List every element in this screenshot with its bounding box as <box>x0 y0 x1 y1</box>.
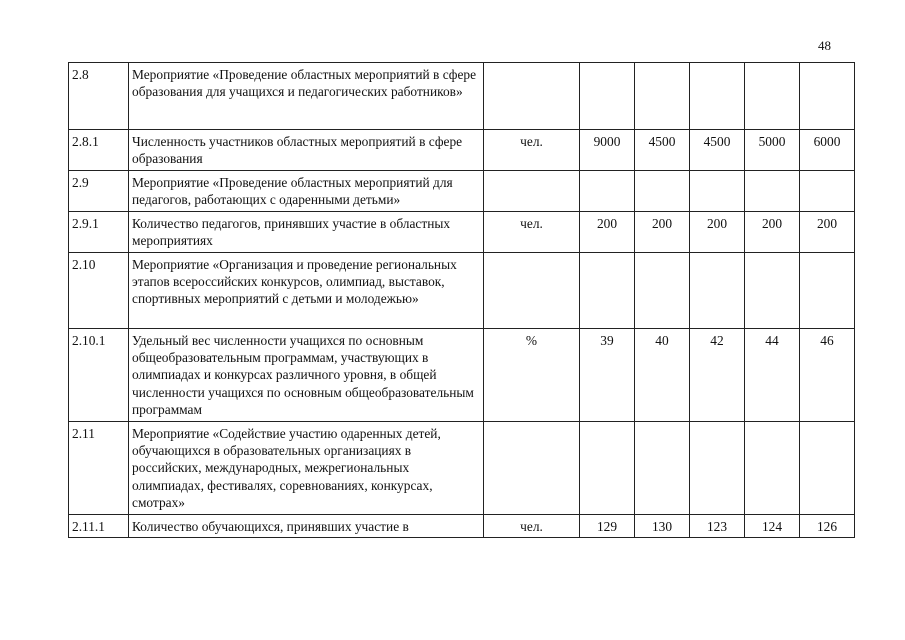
row-value-cell: 44 <box>745 329 800 422</box>
table-row <box>69 422 855 515</box>
row-value-cell: 200 <box>690 212 745 253</box>
row-unit-cell <box>484 253 580 329</box>
row-value-cell: 4500 <box>690 130 745 171</box>
row-value-cell: 130 <box>635 515 690 538</box>
table-row <box>69 130 855 171</box>
row-name-cell: Количество обучающихся, принявших участие в <box>129 515 484 538</box>
row-name-cell: Мероприятие «Проведение областных мероприятий для педагогов, работающих с одаренными детьми» <box>129 171 484 212</box>
row-value-cell <box>690 171 745 212</box>
row-name-cell: Удельный вес численности учащихся по основным общеобразовательным программам, участвующих в олимпиадах и конкурсах различного уровня, в общей численности учащихся по основным общеобразовательным программам <box>129 329 484 422</box>
row-value-cell: 200 <box>800 212 855 253</box>
row-unit-cell: чел. <box>484 130 580 171</box>
row-value-cell: 40 <box>635 329 690 422</box>
row-value-cell: 200 <box>635 212 690 253</box>
row-name-cell: Мероприятие «Проведение областных мероприятий в сфере образования для учащихся и педагогических работников» <box>129 63 484 130</box>
row-value-cell <box>745 171 800 212</box>
row-number-cell: 2.8.1 <box>69 130 129 171</box>
indicators-table <box>68 62 855 538</box>
row-value-cell <box>690 253 745 329</box>
table-row <box>69 515 855 538</box>
row-value-cell <box>635 63 690 130</box>
row-value-cell <box>635 253 690 329</box>
row-unit-cell: % <box>484 329 580 422</box>
row-value-cell <box>800 63 855 130</box>
page-number: 48 <box>818 38 831 53</box>
row-value-cell <box>745 63 800 130</box>
row-value-cell: 4500 <box>635 130 690 171</box>
row-value-cell <box>580 422 635 515</box>
row-value-cell <box>690 422 745 515</box>
row-value-cell <box>690 63 745 130</box>
table-row <box>69 253 855 329</box>
row-number-cell: 2.10.1 <box>69 329 129 422</box>
row-value-cell <box>800 171 855 212</box>
row-name-cell: Мероприятие «Организация и проведение региональных этапов всероссийских конкурсов, олимпиад, выставок, спортивных мероприятий с детьми и молодежью» <box>129 253 484 329</box>
table-row <box>69 171 855 212</box>
row-value-cell: 126 <box>800 515 855 538</box>
row-value-cell: 123 <box>690 515 745 538</box>
row-value-cell: 39 <box>580 329 635 422</box>
row-number-cell: 2.11.1 <box>69 515 129 538</box>
row-value-cell: 124 <box>745 515 800 538</box>
table-row <box>69 212 855 253</box>
row-name-cell: Численность участников областных мероприятий в сфере образования <box>129 130 484 171</box>
row-value-cell: 9000 <box>580 130 635 171</box>
row-value-cell: 6000 <box>800 130 855 171</box>
row-number-cell: 2.9 <box>69 171 129 212</box>
row-number-cell: 2.8 <box>69 63 129 130</box>
row-value-cell <box>580 63 635 130</box>
table-row <box>69 329 855 422</box>
row-name-cell: Мероприятие «Содействие участию одаренных детей, обучающихся в образовательных организациях в российских, международных, межрегиональных олимпиадах, фестивалях, соревнованиях, конкурсах, смотрах» <box>129 422 484 515</box>
row-unit-cell: чел. <box>484 212 580 253</box>
row-value-cell <box>635 422 690 515</box>
row-value-cell: 5000 <box>745 130 800 171</box>
row-unit-cell <box>484 422 580 515</box>
row-value-cell <box>580 253 635 329</box>
row-value-cell: 42 <box>690 329 745 422</box>
row-value-cell: 200 <box>580 212 635 253</box>
row-unit-cell: чел. <box>484 515 580 538</box>
row-value-cell <box>580 171 635 212</box>
row-value-cell <box>800 422 855 515</box>
row-number-cell: 2.9.1 <box>69 212 129 253</box>
row-value-cell <box>745 253 800 329</box>
row-unit-cell <box>484 63 580 130</box>
table-row <box>69 63 855 130</box>
row-unit-cell <box>484 171 580 212</box>
row-name-cell: Количество педагогов, принявших участие в областных мероприятиях <box>129 212 484 253</box>
row-number-cell: 2.11 <box>69 422 129 515</box>
row-value-cell: 46 <box>800 329 855 422</box>
row-number-cell: 2.10 <box>69 253 129 329</box>
row-value-cell <box>800 253 855 329</box>
row-value-cell: 129 <box>580 515 635 538</box>
row-value-cell: 200 <box>745 212 800 253</box>
row-value-cell <box>745 422 800 515</box>
row-value-cell <box>635 171 690 212</box>
